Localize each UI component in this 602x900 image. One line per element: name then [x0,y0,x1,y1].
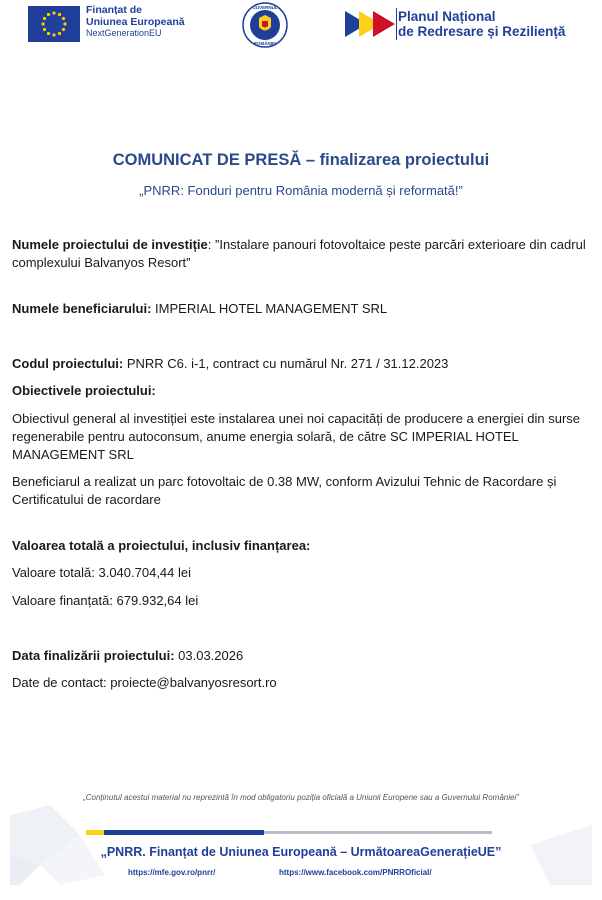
project-code-value: PNRR C6. i-1, contract cu numărul Nr. 271 / 31.12.2023 [123,356,449,371]
pnrr-divider [396,8,397,40]
project-name-label: Numele proiectului de investiție [12,237,208,252]
beneficiary-paragraph [12,300,592,318]
pnrr-logo-icon [345,9,395,39]
eu-flag-icon [28,6,80,42]
footer-disclaimer: „Conținutul acestui material nu reprezintă în mod obligatoriu poziția oficială a Uniunii Europene sau a Guvernului României” [83,793,519,802]
completion-date-value: 03.03.2026 [174,648,244,663]
eu-line2: Uniunea Europeană [86,16,185,28]
eu-line1: Finanțat de [86,4,143,16]
project-code-label: Codul proiectului: [12,356,124,371]
eu-nextgen-label: NextGenerationEU [86,28,162,38]
footer-slogan: „PNRR. Finanțat de Uniunea Europeană – UrmătoareaGenerațieUE” [100,845,502,859]
svg-text:GUVERNUL: GUVERNUL [252,5,278,10]
pnrr-line1: Planul Național [398,9,496,24]
government-seal-icon [242,2,288,48]
project-code-paragraph [12,355,592,373]
value-heading-text: Valoarea totală a proiectului, inclusiv finanțarea: [12,538,311,553]
contact-info: Date de contact: proiecte@balvanyosresort.ro [12,675,277,690]
objectives-paragraph-2: Beneficiarul a realizat un parc fotovoltaic de 0.38 MW, conform Avizului Tehnic de Racordare și Certificatului de racordare [12,474,557,507]
header-logos [0,0,602,50]
value-heading [12,537,592,555]
project-name-paragraph [12,236,592,272]
project-name-value: : ”Instalare panouri fotovoltaice peste parcări exterioare din cadrul complexului Balvanyos Resort” [12,237,586,270]
beneficiary-label: Numele beneficiarului: [12,301,152,316]
completion-date-paragraph [12,647,592,665]
beneficiary-value: IMPERIAL HOTEL MANAGEMENT SRL [151,301,388,316]
objectives-heading [12,382,592,400]
objectives-heading-text: Obiectivele proiectului: [12,383,156,398]
pnrr-line2: de Redresare și Reziliență [398,24,566,39]
footer-link-facebook[interactable]: https://www.facebook.com/PNRROficial/ [279,868,432,877]
press-release-title: COMUNICAT DE PRESĂ – finalizarea proiectului [112,151,490,169]
objectives-paragraph-1: Obiectivul general al investiției este instalarea unei noi capacități de producere a energiei din surse regenerabile pentru autoconsum, anume energia solară, de către SC IMPERIAL HOTEL MANAGEMENT SRL [12,411,581,462]
completion-date-label: Data finalizării proiectului: [12,648,175,663]
svg-text:ROMÂNIEI: ROMÂNIEI [253,41,277,46]
financed-value: Valoare finanțată: 679.932,64 lei [12,593,199,608]
footer-link-mfe[interactable]: https://mfe.gov.ro/pnrr/ [128,868,216,877]
pnrr-label [398,9,565,39]
footer-color-bar [86,822,492,827]
eu-funding-label [86,4,185,28]
total-value: Valoare totală: 3.040.704,44 lei [12,565,192,580]
press-release-subtitle: „PNRR: Fonduri pentru România modernă și reformată!” [139,183,463,198]
